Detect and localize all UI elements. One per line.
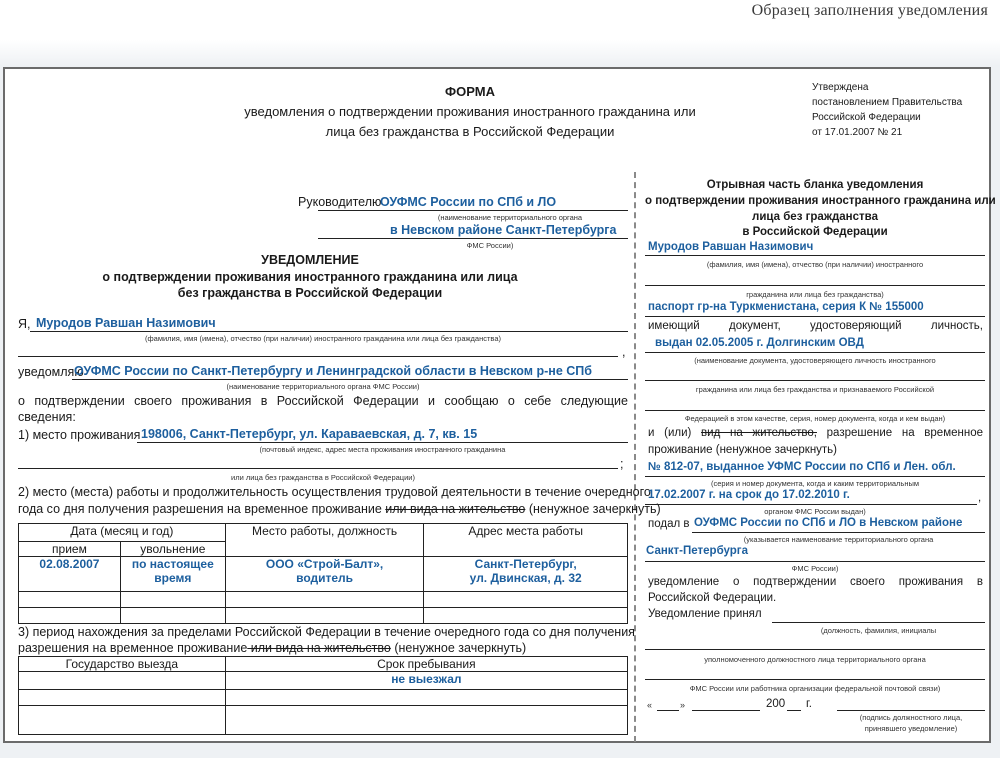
work-text-2b: (ненужное зачеркнуть): [525, 502, 661, 516]
abroad-text-2: [18, 641, 526, 655]
tearoff-title-2: о подтверждении проживания иностранного гражданина или: [645, 195, 996, 207]
form-subtitle-line2: лица без гражданства в Российской Федерации: [325, 124, 615, 139]
tearoff-doc-line: [645, 316, 985, 317]
notice-title: УВЕДОМЛЕНИЕ: [261, 253, 359, 267]
addressee-value-2[interactable]: в Невском районе Санкт-Петербурга: [390, 223, 617, 237]
tearoff-permit-text-2: проживание (ненужное зачеркнуть): [648, 444, 838, 456]
tearoff-title-3: лица без гражданства: [752, 211, 878, 223]
work-text-2a: года со дня получения разрешения на временное проживание: [18, 502, 386, 516]
date-open-quote: «: [647, 700, 653, 710]
cell-address-line1: Санкт-Петербург,: [474, 557, 577, 571]
tearoff-accepted-hint-1: (должность, фамилия, инициалы: [820, 626, 937, 635]
residence-value[interactable]: 198006, Санкт-Петербург, ул. Караваевская, д. 7, кв. 15: [141, 427, 478, 441]
notify-value[interactable]: ОУФМС России по Санкт-Петербургу и Ленинградской области в Невском р-не СПб: [74, 364, 592, 378]
header-address: Адрес места работы: [424, 524, 628, 557]
header-period: Срок пребывания: [225, 657, 627, 672]
i-label: Я,: [18, 317, 31, 331]
tearoff-doc-hint-1: (наименование документа, удостоверяющего личность иностранного: [694, 356, 936, 365]
tearoff-name-hint-2: гражданина или лица без гражданства): [746, 290, 884, 299]
approval-line: Российской Федерации: [812, 112, 921, 123]
cell-place[interactable]: [225, 608, 424, 624]
tearoff-permit-value-2[interactable]: 17.02.2007 г. на срок до 17.02.2010 г.: [648, 489, 850, 501]
cell-fire[interactable]: [120, 608, 225, 624]
tearoff-permit-comma: ,: [978, 492, 982, 504]
abroad-text-2a: разрешения на временное проживание: [18, 641, 248, 655]
cell-address[interactable]: [424, 608, 628, 624]
tearoff-divider: [634, 172, 636, 742]
work-text-2: [18, 502, 661, 516]
confirm-text-2: сведения:: [18, 410, 76, 424]
tearoff-name-value[interactable]: Муродов Равшан Назимович: [648, 241, 814, 253]
work-table: [18, 523, 628, 624]
tearoff-doc-hint-2: гражданина или лица без гражданства и признаваемого Российской: [695, 385, 935, 394]
cell-address-line2: ул. Двинская, д. 32: [469, 571, 582, 585]
cell-place[interactable]: [225, 592, 424, 608]
residence-label: 1) место проживания: [18, 428, 141, 442]
full-name-line: [30, 331, 628, 332]
addressee-hint-2: ФМС России): [466, 241, 514, 250]
approval-line: от 17.01.2007 № 21: [812, 127, 903, 138]
tearoff-accepted-line-3[interactable]: [645, 679, 985, 680]
cell-period[interactable]: не выезжал: [225, 672, 627, 690]
addressee-line-1: [318, 210, 628, 211]
tearoff-doc-text: имеющий документ, удостоверяющий личность,: [648, 320, 983, 332]
tearoff-doc-value[interactable]: паспорт гр-на Туркменистана, серия К № 155000: [648, 301, 924, 313]
tearoff-doc-issued-line: [645, 352, 985, 353]
full-name-value[interactable]: Муродов Равшан Назимович: [36, 316, 216, 330]
work-text-1: 2) место (места) работы и продолжительность осуществления трудовой деятельности в течение очередного: [18, 485, 651, 499]
abroad-text-strike: или вида на жительство: [247, 641, 391, 655]
tearoff-permit-hint-2: органом ФМС России выдан): [764, 507, 866, 516]
signature-hint-1: (подпись должностного лица,: [859, 713, 963, 722]
tearoff-name-hint-1: (фамилия, имя (имена), отчество (при наличии) иностранного: [706, 260, 924, 269]
cell-country[interactable]: [19, 672, 226, 690]
tearoff-permit-value-1[interactable]: № 812-07, выданное УФМС России по СПб и Лен. обл.: [648, 461, 956, 473]
tearoff-doc-issued[interactable]: выдан 02.05.2005 г. Долгинским ОВД: [655, 337, 864, 349]
abroad-text-2b: (ненужное зачеркнуть): [390, 641, 527, 655]
tearoff-submitted-line-2: [645, 561, 985, 562]
residence-hint-2: или лица без гражданства в Российской Федерации): [231, 473, 415, 482]
tearoff-submitted-label: подал в: [648, 518, 690, 530]
date-day-field[interactable]: [657, 710, 679, 711]
work-text-strike: или вида на жительство: [385, 502, 526, 516]
notify-hint: (наименование территориального органа ФМС России): [226, 382, 420, 391]
tearoff-permit-strike: вид на жительство,: [701, 427, 817, 439]
cell-address[interactable]: [424, 592, 628, 608]
tearoff-accepted-line-2[interactable]: [645, 649, 985, 650]
cell-fire[interactable]: [120, 592, 225, 608]
tearoff-notice-text-1: уведомление о подтверждении своего проживания в: [648, 576, 983, 588]
signature-line[interactable]: [837, 710, 985, 711]
cell-period[interactable]: [225, 690, 627, 706]
addressee-line-2: [318, 238, 628, 239]
date-year-prefix: 200: [766, 698, 786, 710]
form-title: ФОРМА: [445, 84, 495, 99]
approval-block: [812, 80, 962, 140]
residence-hint-1: (почтовый индекс, адрес места проживания иностранного гражданина: [259, 445, 506, 454]
date-year-suffix: г.: [806, 698, 812, 710]
cell-place-line2: водитель: [296, 571, 354, 585]
cell-fire-line2: время: [154, 571, 192, 585]
tearoff-submitted-value-1[interactable]: ОУФМС России по СПб и ЛО в Невском районе: [694, 517, 963, 529]
header-hire: прием: [19, 542, 121, 557]
cell-fire-line1: по настоящее: [131, 557, 214, 571]
tearoff-submitted-hint-1: (указывается наименование территориального органа: [743, 535, 934, 544]
table-row: [19, 672, 628, 690]
tearoff-accepted-hint-3: ФМС России или работника организации федеральной почтовой связи): [689, 684, 941, 693]
header-fire: увольнение: [120, 542, 225, 557]
cell-place[interactable]: [225, 557, 424, 592]
form-subtitle-line1: уведомления о подтверждении проживания иностранного гражданина или: [244, 104, 696, 119]
header-place: Место работы, должность: [225, 524, 424, 557]
cell-fire[interactable]: [120, 557, 225, 592]
cell-place-line1: ООО «Строй-Балт»,: [265, 557, 384, 571]
tearoff-submitted-line-1: [692, 532, 985, 533]
header-country: Государство выезда: [19, 657, 226, 672]
tearoff-accepted-hint-2: уполномоченного должностного лица территориального органа: [704, 655, 926, 664]
tearoff-title-1: Отрывная часть бланка уведомления: [706, 179, 924, 191]
approval-line: Утверждена: [812, 82, 869, 93]
notify-label: уведомляю: [18, 365, 84, 379]
tearoff-doc-line-3: [645, 410, 985, 411]
full-name-hint: (фамилия, имя (имена), отчество (при наличии) иностранного гражданина или лица без гражданства): [145, 334, 501, 343]
abroad-table: [18, 656, 628, 735]
tearoff-permit-line-1: [645, 476, 985, 477]
table-row: [19, 706, 628, 735]
cell-address[interactable]: [424, 557, 628, 592]
notify-line: [72, 379, 628, 380]
tearoff-notice-text-2: Российской Федерации.: [648, 592, 777, 604]
cell-hire[interactable]: [19, 608, 121, 624]
tearoff-name-line: [645, 255, 985, 256]
cell-hire[interactable]: 02.08.2007: [19, 557, 121, 592]
table-row: [19, 690, 628, 706]
approval-line: постановлением Правительства: [812, 97, 963, 108]
header-date: Дата (месяц и год): [19, 524, 226, 542]
date-month-field[interactable]: [692, 710, 760, 711]
cell-country[interactable]: [19, 690, 226, 706]
cell-country[interactable]: [19, 706, 226, 735]
addressee-value-1[interactable]: ОУФМС России по СПб и ЛО: [380, 195, 557, 209]
tearoff-accepted-label: Уведомление принял: [648, 608, 762, 620]
tearoff-title-4: в Российской Федерации: [742, 226, 888, 238]
table-row: [19, 592, 628, 608]
notice-subtitle-2: без гражданства в Российской Федерации: [177, 286, 443, 300]
confirm-text-1: о подтверждении своего проживания в Российской Федерации и сообщаю о себе следующие: [18, 394, 628, 408]
notice-subtitle-1: о подтверждении проживания иностранного гражданина или лица: [102, 270, 518, 284]
tearoff-permit-hint-1: (серия и номер документа, когда и каким территориальным: [710, 479, 920, 488]
tearoff-permit-line-2: [645, 504, 977, 505]
full-name-line-2: [18, 356, 618, 357]
cell-period[interactable]: [225, 706, 627, 735]
tearoff-name-line-2: [645, 285, 985, 286]
addressee-label: Руководителю: [298, 195, 382, 209]
comma: ,: [622, 345, 626, 359]
residence-line: [137, 442, 628, 443]
table-row: [19, 608, 628, 624]
tearoff-submitted-hint-2: ФМС России): [791, 564, 839, 573]
residence-line-2: [18, 468, 618, 469]
cell-hire[interactable]: [19, 592, 121, 608]
tearoff-permit-text: [648, 427, 983, 439]
date-close-quote: »: [680, 700, 686, 710]
tearoff-permit-text-a: и (или): [648, 427, 702, 439]
signature-hint-2: принявшего уведомление): [864, 724, 958, 733]
date-year-field[interactable]: [787, 710, 801, 711]
addressee-hint-1: (наименование территориального органа: [437, 213, 583, 222]
tearoff-doc-line-2: [645, 380, 985, 381]
page-caption: Образец заполнения уведомления: [751, 2, 988, 19]
tearoff-submitted-value-2[interactable]: Санкт-Петербурга: [646, 545, 748, 557]
tearoff-doc-hint-3: Федерацией в этом качестве, серия, номер документа, когда и кем выдан): [684, 414, 946, 423]
tearoff-accepted-line[interactable]: [772, 622, 985, 623]
semicolon: ;: [620, 457, 624, 471]
tearoff-permit-text-b: разрешение на временное: [816, 427, 984, 439]
abroad-text-1: 3) период нахождения за пределами Российской Федерации в течение очередного года со дня получения: [18, 625, 635, 639]
table-row: [19, 557, 628, 592]
